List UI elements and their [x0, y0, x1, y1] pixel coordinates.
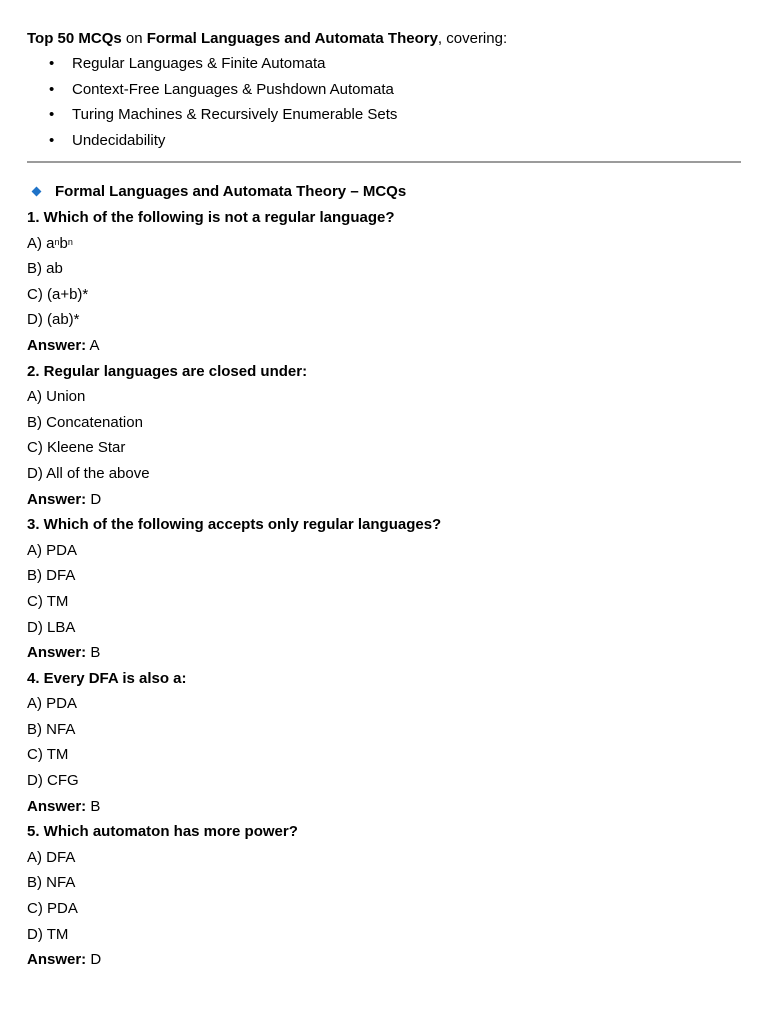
- option-line: C) Kleene Star: [27, 439, 126, 457]
- question-text: 4. Every DFA is also a:: [27, 669, 187, 687]
- bullet-icon: •: [49, 106, 55, 123]
- section-heading: [27, 182, 741, 207]
- answer-label: Answer:: [27, 336, 87, 354]
- mcq-block: [27, 207, 741, 361]
- option-line: D) All of the above: [27, 464, 150, 482]
- topic-item: [27, 79, 741, 105]
- bullet-icon: •: [49, 80, 55, 98]
- option-line: [27, 233, 741, 259]
- option-line: D) (ab)*: [27, 311, 80, 329]
- topic-item: [27, 104, 741, 130]
- question-text: 2. Regular languages are closed under:: [27, 362, 308, 380]
- intro-subject: Formal Languages and Automata Theory: [146, 30, 438, 47]
- option-line: C) (a+b)*: [27, 285, 89, 303]
- intro-on: on: [121, 30, 147, 47]
- option-line: D) TM: [27, 925, 69, 943]
- mcq-block: [27, 514, 741, 668]
- option-superscript: n: [54, 236, 60, 247]
- answer-label: Answer:: [27, 951, 87, 969]
- answer-label: Answer:: [27, 490, 87, 508]
- topic-item: [27, 53, 741, 79]
- topic-label: Context-Free Languages & Pushdown Automata: [72, 80, 394, 98]
- diamond-icon: [32, 187, 42, 197]
- option-line: C) PDA: [27, 900, 78, 918]
- intro-line: [27, 29, 741, 49]
- option-line: B) NFA: [27, 720, 76, 738]
- mcq-block: [27, 821, 741, 975]
- option-text-part: A) a: [27, 234, 55, 252]
- topic-label: Regular Languages & Finite Automata: [72, 55, 326, 72]
- intro-lead: Top 50 MCQs: [27, 30, 122, 47]
- section-heading-text: Formal Languages and Automata Theory – MCQs: [55, 183, 407, 200]
- option-superscript: n: [67, 236, 73, 247]
- mcq-block: [27, 668, 741, 822]
- option-line: A) DFA: [27, 848, 76, 866]
- option-line: D) LBA: [27, 618, 76, 636]
- answer-value: D: [86, 951, 102, 969]
- mcq-block: [27, 361, 741, 515]
- option-line: D) CFG: [27, 772, 79, 790]
- answer-line: [27, 796, 741, 822]
- option-line: A) Union: [27, 388, 86, 406]
- answer-value: B: [86, 644, 101, 662]
- answer-value: B: [86, 797, 101, 815]
- answer-line: [27, 949, 741, 975]
- question-text: 3. Which of the following accepts only regular languages?: [27, 516, 442, 534]
- horizontal-divider: [27, 161, 741, 163]
- option-line: B) NFA: [27, 874, 76, 892]
- option-line: A) PDA: [27, 541, 78, 559]
- answer-line: [27, 489, 741, 515]
- document-page: [27, 29, 741, 975]
- answer-value: D: [86, 490, 102, 508]
- topic-label: Turing Machines & Recursively Enumerable Sets: [72, 106, 398, 123]
- answer-line: [27, 642, 741, 668]
- option-line: C) TM: [27, 592, 69, 610]
- answer-label: Answer:: [27, 797, 87, 815]
- answer-value: A: [86, 336, 100, 354]
- topics-list: [27, 53, 741, 155]
- bullet-icon: •: [49, 131, 55, 149]
- question-text: 1. Which of the following is not a regular language?: [27, 209, 395, 226]
- answer-label: Answer:: [27, 644, 87, 662]
- question-text: 5. Which automaton has more power?: [27, 823, 298, 841]
- topic-label: Undecidability: [72, 131, 166, 149]
- option-text-part: b: [59, 234, 68, 252]
- option-line: B) ab: [27, 260, 63, 278]
- answer-line: [27, 335, 741, 361]
- option-line: B) Concatenation: [27, 413, 143, 431]
- option-line: B) DFA: [27, 567, 76, 585]
- intro-covering: , covering:: [437, 30, 508, 47]
- bullet-icon: •: [49, 55, 55, 72]
- topic-item: [27, 130, 741, 156]
- option-line: A) PDA: [27, 695, 78, 713]
- option-line: C) TM: [27, 746, 69, 764]
- questions-list: [27, 207, 741, 975]
